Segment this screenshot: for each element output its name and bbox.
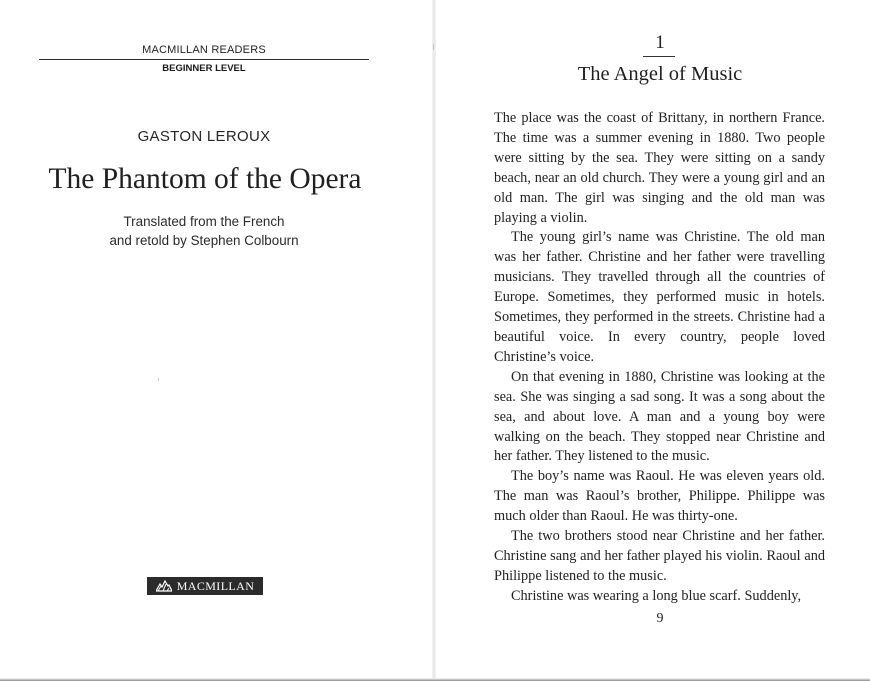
book-title: The Phantom of the Opera bbox=[48, 163, 362, 195]
paragraph: On that evening in 1880, Christine was looking at the sea. She was singing a sad song. It was a song about the sea, and about love. A man and a young boy were walking on the beach. They stopped near Christine and her father. They listened to the music. bbox=[494, 368, 825, 465]
scan-mark bbox=[433, 44, 434, 50]
chapter-number-underline bbox=[643, 56, 675, 57]
paragraph: The young girl’s name was Christine. The old man was her father. Christine and her father were travelling musicians. They travelled through all the countries of Europe. Sometimes, they performed music in hotels. Sometimes, they performed in the streets. Christine had a beautiful voice. In every country, people loved Christine’s voice. bbox=[494, 229, 825, 365]
chapter-number: 1 bbox=[655, 32, 665, 53]
publisher-logo-text: MACMILLAN bbox=[176, 578, 255, 593]
series-divider bbox=[39, 59, 369, 60]
paragraph: The place was the coast of Brittany, in northern France. The time was a summer evening in 1880. Two people were sitting by the sea. They were sitting on a sandy beach, near an old church. They were a young girl and an old man. The girl was singing and the old man was playing a violin. bbox=[494, 110, 825, 226]
translation-credit bbox=[39, 212, 369, 250]
paragraph: The boy’s name was Raoul. He was eleven years old. The man was Raoul’s brother, Philippe. Philippe was much older than Raoul. He was thirty-one. bbox=[494, 468, 825, 525]
page-number: 9 bbox=[656, 611, 664, 626]
credit-line-1: Translated from the French bbox=[123, 214, 285, 229]
author-name: GASTON LEROUX bbox=[137, 128, 271, 145]
chapter-title: The Angel of Music bbox=[577, 63, 743, 85]
macmillan-mountains-icon bbox=[156, 580, 172, 592]
publisher-logo bbox=[147, 577, 263, 595]
credit-line-2: and retold by Stephen Colbourn bbox=[109, 233, 299, 248]
reading-level: BEGINNER LEVEL bbox=[162, 63, 246, 74]
paragraph: Christine was wearing a long blue scarf. Suddenly, bbox=[511, 587, 802, 604]
series-name: MACMILLAN READERS bbox=[142, 44, 266, 56]
scan-mark bbox=[158, 378, 159, 381]
paragraph: The two brothers stood near Christine and her father. Christine sang and her father played his violin. Raoul and Philippe listened to the music. bbox=[494, 528, 825, 584]
chapter-body bbox=[494, 109, 825, 607]
